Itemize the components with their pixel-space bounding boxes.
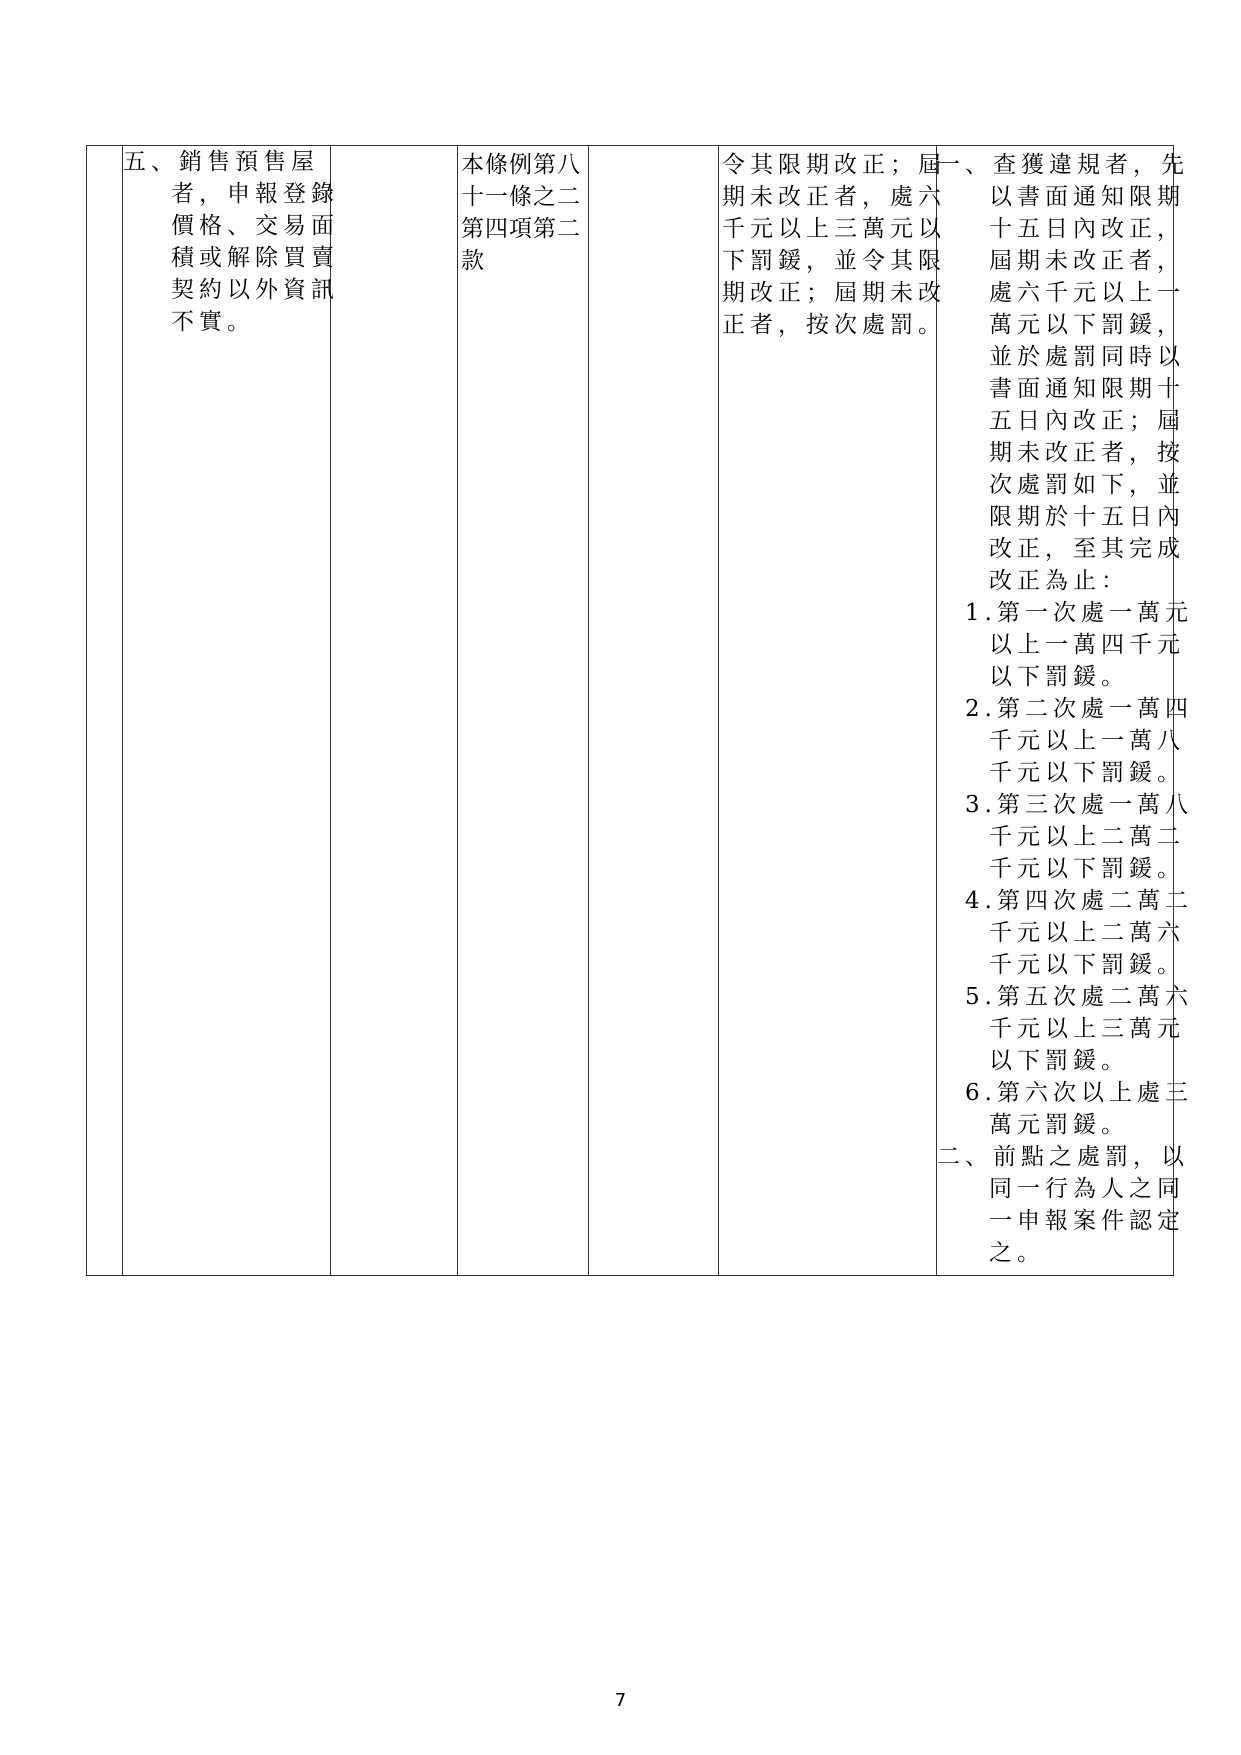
standard-line: 千元以下罰鍰。	[989, 760, 1185, 786]
standard-line: 萬元罰鍰。	[989, 1112, 1129, 1138]
standard-line: 以上一萬四千元	[989, 632, 1185, 658]
item-line: 五、銷售預售屋	[123, 149, 319, 175]
standard-line: 一申報案件認定	[989, 1208, 1185, 1234]
standard-line: 1.第一次處一萬元	[965, 600, 1193, 626]
standard-line: 千元以上二萬六	[989, 920, 1185, 946]
penalty-standard-list	[937, 149, 1193, 1269]
legal-basis-cell	[458, 146, 589, 1276]
standard-line: 2.第二次處一萬四	[965, 696, 1193, 722]
penalty-line: 期改正；屆期未改	[722, 280, 946, 306]
standard-line: 改正為止：	[989, 568, 1129, 594]
item-line: 不實。	[171, 309, 255, 335]
penalty-line: 令其限期改正；屆	[722, 152, 946, 178]
standard-line: 以書面通知限期	[989, 184, 1185, 210]
standard-line: 一、查獲違規者，先	[937, 152, 1189, 178]
standard-line: 千元以上一萬八	[989, 728, 1185, 754]
standard-line: 6.第六次以上處三	[965, 1080, 1193, 1106]
item-line: 契約以外資訊	[171, 277, 339, 303]
standard-line: 萬元以下罰鍰，	[989, 312, 1185, 338]
penalty-line: 期未改正者，處六	[722, 184, 946, 210]
penalty-standard-cell	[937, 146, 1193, 1276]
standard-line: 千元以上三萬元	[989, 1016, 1185, 1042]
penalty-line: 下罰鍰，並令其限	[722, 248, 946, 274]
standard-line: 千元以下罰鍰。	[989, 856, 1185, 882]
item-line: 價格、交易面	[171, 213, 339, 239]
standard-line: 期未改正者，按	[989, 440, 1185, 466]
standard-line: 並於處罰同時以	[989, 344, 1185, 370]
violation-item-cell	[123, 146, 339, 1276]
penalty-line: 正者，按次處罰。	[722, 312, 946, 338]
standard-line: 五日內改正；屆	[989, 408, 1185, 434]
basis-line: 第四項第二	[461, 216, 581, 242]
standard-line: 次處罰如下，並	[989, 472, 1185, 498]
empty-cell	[87, 146, 123, 1276]
standard-line: 屆期未改正者，	[989, 248, 1185, 274]
penalty-cell	[719, 146, 946, 1276]
standard-line: 二、前點之處罰，以	[937, 1144, 1189, 1170]
standard-line: 5.第五次處二萬六	[965, 984, 1193, 1010]
page-number: 7	[614, 1690, 627, 1711]
standard-line: 千元以上二萬二	[989, 824, 1185, 850]
standard-line: 十五日內改正，	[989, 216, 1185, 242]
standard-line: 以下罰鍰。	[989, 664, 1129, 690]
standard-line: 千元以下罰鍰。	[989, 952, 1185, 978]
basis-line: 十一條之二	[461, 184, 581, 210]
table-row	[87, 146, 1174, 1276]
item-line: 者，申報登錄	[171, 181, 339, 207]
empty-cell	[589, 146, 719, 1276]
standard-line: 4.第四次處二萬二	[965, 888, 1193, 914]
standard-line: 改正，至其完成	[989, 536, 1185, 562]
standard-line: 書面通知限期十	[989, 376, 1185, 402]
standard-line: 之。	[989, 1240, 1045, 1266]
standard-line: 限期於十五日內	[989, 504, 1185, 530]
penalty-line: 千元以上三萬元以	[722, 216, 946, 242]
standard-line: 同一行為人之同	[989, 1176, 1185, 1202]
regulation-table	[86, 145, 1193, 1276]
standard-line: 處六千元以上一	[989, 280, 1185, 306]
basis-line: 款	[461, 248, 485, 274]
standard-line: 3.第三次處一萬八	[965, 792, 1193, 818]
empty-cell	[331, 146, 458, 1276]
basis-line: 本條例第八	[461, 152, 581, 178]
standard-line: 以下罰鍰。	[989, 1048, 1129, 1074]
item-line: 積或解除買賣	[171, 245, 339, 271]
